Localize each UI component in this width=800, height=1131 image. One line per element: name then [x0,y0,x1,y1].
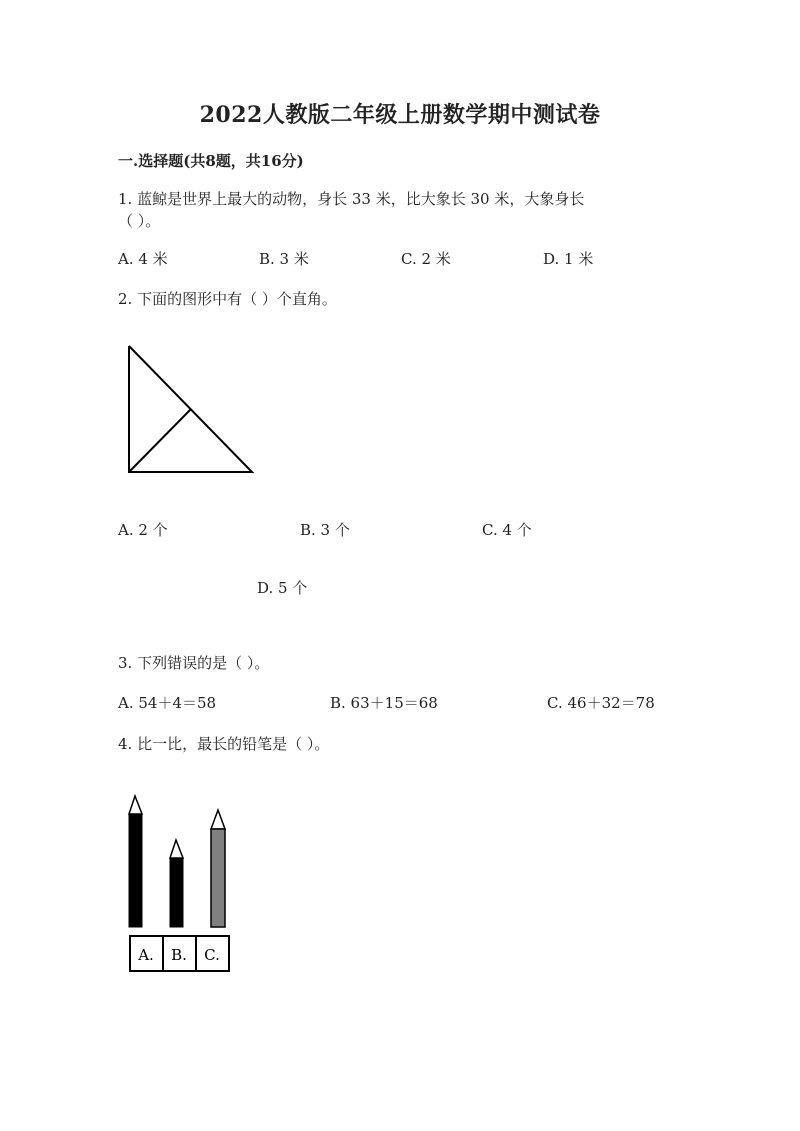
question-3-option-b: B. 63＋15＝68 [330,694,438,712]
question-1-text-cont: （ ）。 [118,212,161,230]
question-1-option-b: B. 3 米 [259,250,309,268]
section-heading: 一.选择题(共8题，共16分) [118,152,304,170]
question-2-option-b: B. 3 个 [300,521,350,539]
triangle-figure [120,340,260,480]
question-2-option-a: A. 2 个 [118,521,168,539]
question-3-text: 3. 下列错误的是（ ）。 [118,654,270,672]
question-2-text: 2. 下面的图形中有（ ）个直角。 [118,290,337,308]
question-4-text: 4. 比一比，最长的铅笔是（ ）。 [118,735,330,753]
question-1-option-c: C. 2 米 [401,250,451,268]
question-2-option-c: C. 4 个 [482,521,532,539]
question-1-text: 1. 蓝鲸是世界上最大的动物，身长 33 米，比大象长 30 米，大象身长 [118,190,585,208]
question-3-option-c: C. 46＋32＝78 [547,694,655,712]
pencil-label-a: A. [138,946,154,964]
pencil-label-c: C. [204,946,220,964]
pencil-c [211,810,225,927]
pencil-label-b: B. [171,946,187,964]
pencil-b [170,840,183,927]
question-1-option-d: D. 1 米 [543,250,594,268]
question-2-option-d: D. 5 个 [257,579,308,597]
question-3-option-a: A. 54＋4＝58 [118,694,217,712]
pencils-figure [125,790,265,980]
pencil-a [129,796,142,927]
page-title: 2022人教版二年级上册数学期中测试卷 [199,102,601,128]
question-1-option-a: A. 4 米 [118,250,168,268]
